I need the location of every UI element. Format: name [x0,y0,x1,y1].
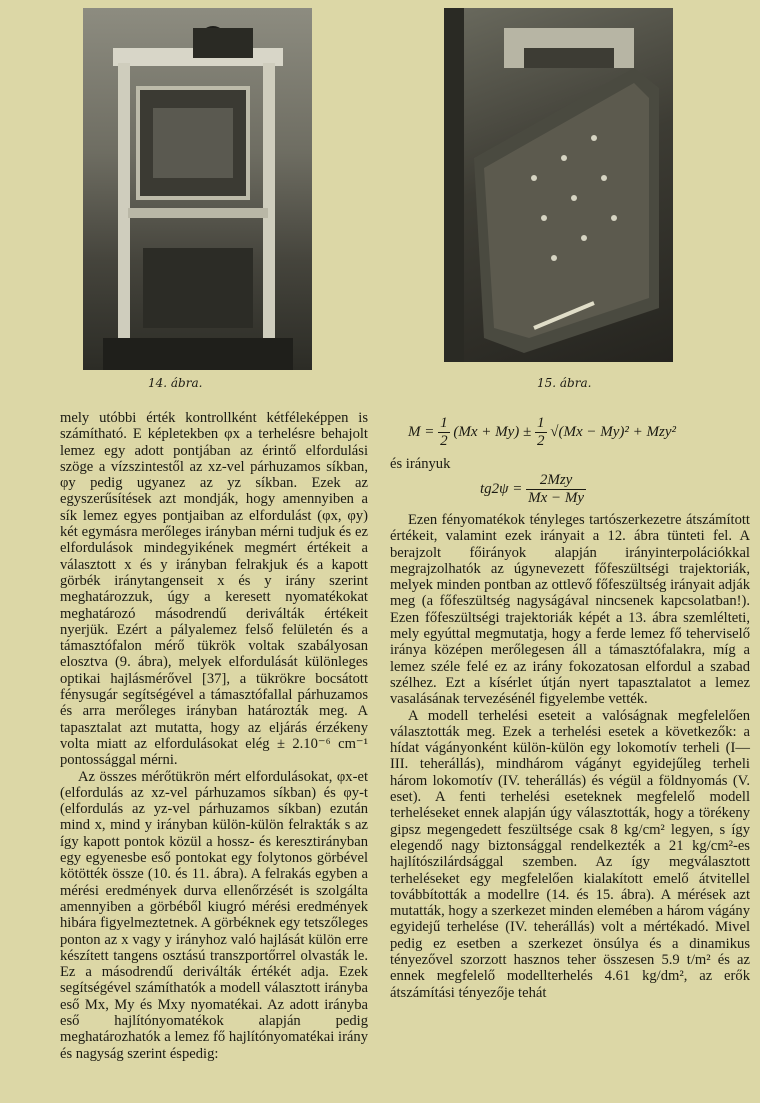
formula-m-lhs: M = [408,423,435,440]
figure-15-caption: 15. ábra. [537,376,592,390]
figure-15-photo [444,8,673,362]
figure-14-caption: 14. ábra. [148,376,203,390]
left-paragraph-2: Az összes mérőtükrön mért elfordulásokat, φx-et (elfordulás az xz-vel párhuzamos síkban) és φy-t (elfordulás az yz-vel párhuzamos síkban) ezután mind x, mind y irányban külön-külön felrakták s az így kapott pontok közül a hossz- és keresztirányban egy egyenesbe eső pontokat egy folytonos görbével kötötték össze (10. és 11. ábra). A felrakás egyben a mérési eredmények durva ellenőrzését is szolgálta amennyiben a görbéből kiugró mérési eredmények hibára figyelmeztetnek. A görbéknek egy tetszőleges ponton az x vagy y irányhoz való hajlását külön erre készített tangens osztású transzportőrrel olvasták le. Ez a másodrendű deriválták értékét adja. Ezek segítségével számíthatók a modell választott irányba eső Mx, My és Mxy nyomatékai. Az adott irányba eső hajlítónyomatékok alapján pedig meghatározhatók a lemez fő hajlítónyomatékai irány és nagyság szerint éspedig: [60,768,368,1062]
formula-tg-fraction: $\frac{\text{2Mzy}}{Mx - My}$ [528,472,585,506]
figure-14-illustration [83,8,312,370]
formula-intro-text: és irányuk [390,456,451,472]
formula-half-1: $\frac{1}{2}$ [440,415,448,449]
formula-m-root: √(Mx − My)² + Mzy² [550,423,677,440]
formula-principal-moment [408,415,753,447]
left-paragraph-1: mely utóbbi érték kontrollként kétféleképpen is számítható. E képletekben φx a terhelésre behajolt lemez egy adott pontjában az érintő elfordulási szöge a vízszintestől az xz-vel párhuzamos síkban, φy pedig ugyanez az yz síkban. Ezek az egyszerűsítések azt mondják, hogy amennyiben a sík lemez egyes pontjaiban az elfordulást (φx, φy) két egymásra merőleges irányban mérni tudjuk és ez elfordulások mindegyikének megmért értékeit a választott x és y irányban felrakjuk és a kapott görbék iránytangenseit x és y irány szerint meghatározzuk, úgy a keresett nyomatékokat meghatározó másodrendű deriválták értékeit nyerjük. Ezért a pályalemez felső felületén és a támasztófalon mérő tükrök voltak szabályosan elosztva (9. ábra), melyek elfordulását különleges optikai hajlásmérővel [37], a tükrökre bocsátott fénysugár segítségével a támasztófallal párhuzamos és arra merőleges irányban határozták meg. A tapasztalat azt mutatta, hogy az eljárás érzékeny volta miatt az elfordulásokat elég ± 2.10⁻⁶ cm⁻¹ pontossággal mérni. [60,410,368,769]
formula-half-2: $\frac{1}{2}$ [537,415,545,449]
right-paragraph-1: Ezen fényomatékok tényleges tartószerkezetre átszámított értékeit, valamint ezek irányait a 12. ábra tünteti fel. A berajzolt főirányok alapján irányinterpolációkkal megrajzolhatók az úgynevezett főfeszültségi trajektoriák, melyek minden pontban az ottlevő főfeszültség irányait adják meg (a főfeszültség nagyságával nincsenek kapcsolatban!). Ezen főfeszültségi trajektoriák képét a 13. ábra szemlélteti, mely egyúttal megmutatja, hogy a ferde lemez fő teherviselő iránya középen merőlegesen áll a támasztófalakra, míg a lemez széle felé ez az irány fokozatosan elfordul a szabad szélhez. Ezt a kísérlet útján nyert tapasztalatot a lemez vasalásának tervezésénél figyelembe vették. [390,512,750,708]
right-paragraph-2: A modell terhelési eseteit a valóságnak megfelelően választották meg. Ezek a terhelési esetek a következők: a hídat vágányonként külön-külön egy lokomotív terheli (I—III. teherállás), mindhárom vágányt egyidejűleg terheli három lokomotív (IV. teherállás) és végül a földnyomás (V. eset). A fenti terhelési eseteknek megfelelő modell terheléseket ennek alapján úgy választották, hogy a törékeny gipsz megengedett feszültsége csak 8 kg/cm² legyen, s így elegendő nagy biztonsággal rendelkezték a 21 kg/cm²-es hajlítószilárdsággal szemben. Az így megválasztott terheléseket egy megfelelően kialakított emelő átvitellel továbbították a modellre (14. és 15. ábra). A mérések azt mutatták, hogy a szerkezet minden elemében a három vágány egyidejű terhelése (IV. teherállás) volt a mértékadó. Mivel pedig ez esetben a szerkezet önsúlya és a dinamikus tényezővel szorzott hasznos teher összesen 5.9 t/m² és az ennek megfelelő modellterhelés 4.61 kg/dm², az erők átszámítási tényezője tehát [390,707,750,1001]
formula-m-sum: (Mx + My) ± [453,423,532,440]
formula-tg-lhs: tg2ψ = [480,480,523,497]
figure-14-photo [83,8,312,370]
formula-direction [480,472,680,506]
figure-15-illustration [444,8,673,362]
right-text-column [390,512,750,1001]
left-text-column [60,410,368,1062]
